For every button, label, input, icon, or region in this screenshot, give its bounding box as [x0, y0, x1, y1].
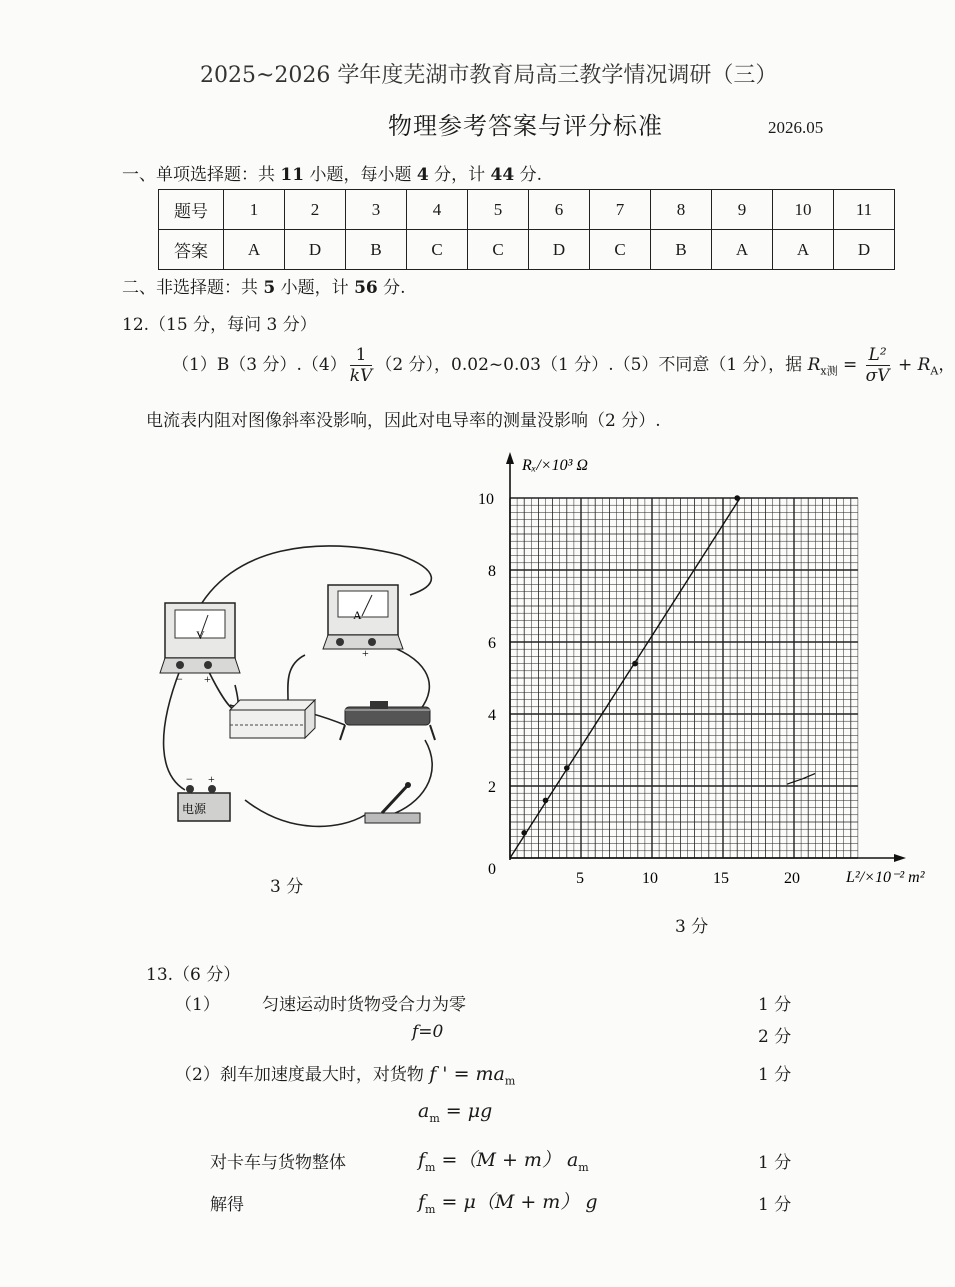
q13-part2-score: 1 分 — [758, 1065, 792, 1085]
wire-voltmeter-to-cell — [208, 670, 238, 710]
wire-ammeter-to-rheostat — [370, 640, 429, 710]
question-number-cell: 5 — [468, 190, 529, 230]
y-tick-label: 6 — [488, 635, 496, 652]
source-label: 电源 — [182, 802, 207, 816]
answer-cell: B — [346, 230, 407, 270]
section-2-mid: 小题，计 — [275, 278, 355, 298]
question-number-cell: 6 — [529, 190, 590, 230]
data-point — [543, 798, 549, 804]
q13-header: 13.（6 分） — [146, 965, 241, 985]
section-1-count: 11 — [280, 165, 305, 185]
rx-vs-l2-chart — [470, 450, 950, 910]
q13-part1-label: （1） — [175, 995, 220, 1015]
data-point — [521, 830, 527, 836]
page-title: 物理参考答案与评分标准 — [388, 112, 663, 140]
question-number-cell: 3 — [346, 190, 407, 230]
chart-origin-label: 0 — [488, 861, 496, 878]
ammeter-icon — [323, 585, 403, 660]
wire-source-to-switch — [245, 800, 365, 826]
q13-part2-eq: f ' = ma — [429, 1063, 505, 1085]
q13-whole-label: 对卡车与货物整体 — [210, 1153, 346, 1173]
ammeter-label: A — [353, 608, 362, 622]
y-tick-label: 8 — [488, 563, 496, 580]
section-2-count: 5 — [263, 278, 276, 298]
q13-eq4-f: f — [418, 1191, 426, 1213]
answer-table — [158, 189, 895, 270]
answer-cell: A — [712, 230, 773, 270]
voltmeter-plus: + — [204, 672, 211, 686]
page-date: 2026.05 — [768, 118, 824, 137]
frac2-denominator: σV — [865, 366, 890, 386]
row-label-answer: 答案 — [159, 230, 224, 270]
circuit-diagram — [150, 515, 450, 845]
power-source-icon — [178, 772, 230, 821]
section-2-total: 56 — [354, 278, 378, 298]
x-axis-arrow — [894, 854, 906, 862]
answer-cell: D — [285, 230, 346, 270]
question-number-cell: 7 — [590, 190, 651, 230]
section-1-mid1: 小题，每小题 — [304, 165, 417, 185]
q12-explanation: 电流表内阻对图像斜率没影响，因此对电导率的测量没影响（2 分）. — [146, 411, 661, 431]
q13-eq3-rest: =（M + m） a — [435, 1149, 579, 1171]
q12-part1: （1）B（3 分）.（4） — [172, 355, 347, 375]
q13-eq3-sub2: m — [578, 1160, 589, 1174]
frac1-numerator: 1 — [350, 345, 373, 366]
q13-eq3-f: f — [418, 1149, 426, 1171]
q13-part2-eq-sub: m — [504, 1074, 516, 1088]
section-1-prefix: 一、单项选择题：共 — [122, 165, 281, 185]
section-2-suffix: 分. — [377, 278, 406, 298]
data-point — [564, 765, 570, 771]
q13-eq2-a: a — [418, 1100, 430, 1122]
chart-y-label: Rₓ/×10³ Ω — [522, 457, 588, 474]
answer-cell: D — [529, 230, 590, 270]
rx-symbol: R — [807, 355, 821, 375]
question-number-cell: 9 — [712, 190, 773, 230]
wire-ammeter-to-cell — [288, 655, 305, 700]
q13-solve-label: 解得 — [210, 1195, 244, 1215]
answer-cell: C — [590, 230, 651, 270]
section-1-suffix: 分. — [514, 165, 543, 185]
frac1-denominator: kV — [349, 366, 373, 386]
y-tick-label: 10 — [478, 491, 494, 508]
section-2-prefix: 二、非选择题：共 — [122, 278, 264, 298]
q13-eq3-score: 1 分 — [758, 1153, 792, 1173]
plus-sign: + — [892, 355, 918, 375]
ra-symbol: R — [917, 355, 931, 375]
answer-cell: B — [651, 230, 712, 270]
y-axis-arrow — [506, 452, 514, 464]
rx-subscript: x测 — [820, 364, 838, 378]
question-number-cell: 10 — [773, 190, 834, 230]
q13-eq-fm-whole — [418, 1145, 589, 1174]
q13-eq2-rest: = μg — [439, 1100, 493, 1122]
source-minus: − — [186, 772, 193, 786]
section-1-total: 44 — [490, 165, 515, 185]
voltmeter-minus: − — [176, 672, 183, 686]
rheostat-icon — [340, 701, 435, 740]
q12-part2: （2 分），0.02~0.03（1 分）.（5）不同意（1 分），据 — [375, 355, 808, 375]
q13-eq-friction-zero: f=0 — [412, 1022, 444, 1042]
cut-header-text: 2025~2026 学年度芜湖市教育局高三教学情况调研（三） — [200, 63, 778, 88]
q12-header: 12.（15 分，每问 3 分） — [122, 315, 317, 335]
circuit-score: 3 分 — [270, 877, 304, 897]
q13-eq4-score: 1 分 — [758, 1195, 792, 1215]
q12-line-end: ， — [938, 355, 955, 375]
y-tick-label: 2 — [488, 779, 496, 796]
q13-eq2-sub: m — [429, 1111, 440, 1125]
electrolytic-cell-icon — [230, 700, 315, 738]
q13-eq4-rest: = μ（M + m） g — [435, 1191, 598, 1213]
answer-cell: A — [224, 230, 285, 270]
question-number-cell: 4 — [407, 190, 468, 230]
x-tick-label: 20 — [784, 870, 800, 887]
row-label-number: 题号 — [159, 190, 224, 230]
data-point — [632, 661, 638, 667]
q13-part2-text: （2）刹车加速度最大时，对货物 — [175, 1065, 430, 1085]
q13-eq3-sub: m — [425, 1160, 436, 1174]
y-tick-label: 4 — [488, 707, 496, 724]
ammeter-plus: + — [362, 646, 369, 660]
section-1-per: 4 — [416, 165, 429, 185]
x-tick-label: 5 — [576, 870, 584, 887]
q13-eq1-score: 2 分 — [758, 1027, 792, 1047]
question-number-cell: 1 — [224, 190, 285, 230]
equals-sign: = — [837, 355, 863, 375]
data-point — [734, 495, 740, 501]
q13-eq-am — [418, 1100, 492, 1125]
chart-x-label: L²/×10⁻² m² — [846, 869, 925, 886]
answer-table-number-row — [159, 190, 895, 230]
answer-cell: D — [834, 230, 895, 270]
x-tick-label: 15 — [713, 870, 729, 887]
question-number-cell: 2 — [285, 190, 346, 230]
fraction-l2-over-sigma-v — [866, 345, 890, 386]
answer-cell: C — [468, 230, 529, 270]
section-1-mid2: 分，计 — [428, 165, 491, 185]
question-number-cell: 11 — [834, 190, 895, 230]
q13-part2-line — [175, 1060, 515, 1087]
q13-part1-score: 1 分 — [758, 995, 792, 1015]
ra-subscript: A — [930, 364, 939, 378]
q13-eq4-sub: m — [425, 1202, 436, 1216]
wire-rheostat-to-switch — [390, 740, 432, 815]
x-tick-label: 10 — [642, 870, 658, 887]
answer-cell: A — [773, 230, 834, 270]
fraction-1-over-kv — [350, 345, 373, 386]
frac2-numerator: L² — [866, 345, 890, 366]
switch-icon — [365, 782, 420, 823]
section-2-heading — [122, 273, 406, 298]
section-1-heading — [122, 160, 542, 185]
question-number-cell: 8 — [651, 190, 712, 230]
wire-voltmeter-to-source — [164, 670, 185, 790]
q12-answer-line — [172, 345, 955, 386]
voltmeter-icon — [160, 603, 240, 686]
graph-score: 3 分 — [675, 917, 709, 937]
answer-table-answer-row — [159, 230, 895, 270]
q13-part1-text: 匀速运动时货物受合力为零 — [262, 995, 466, 1015]
q13-eq-fm-result — [418, 1187, 598, 1216]
source-plus: + — [208, 772, 215, 786]
answer-cell: C — [407, 230, 468, 270]
voltmeter-label: V — [196, 628, 205, 642]
